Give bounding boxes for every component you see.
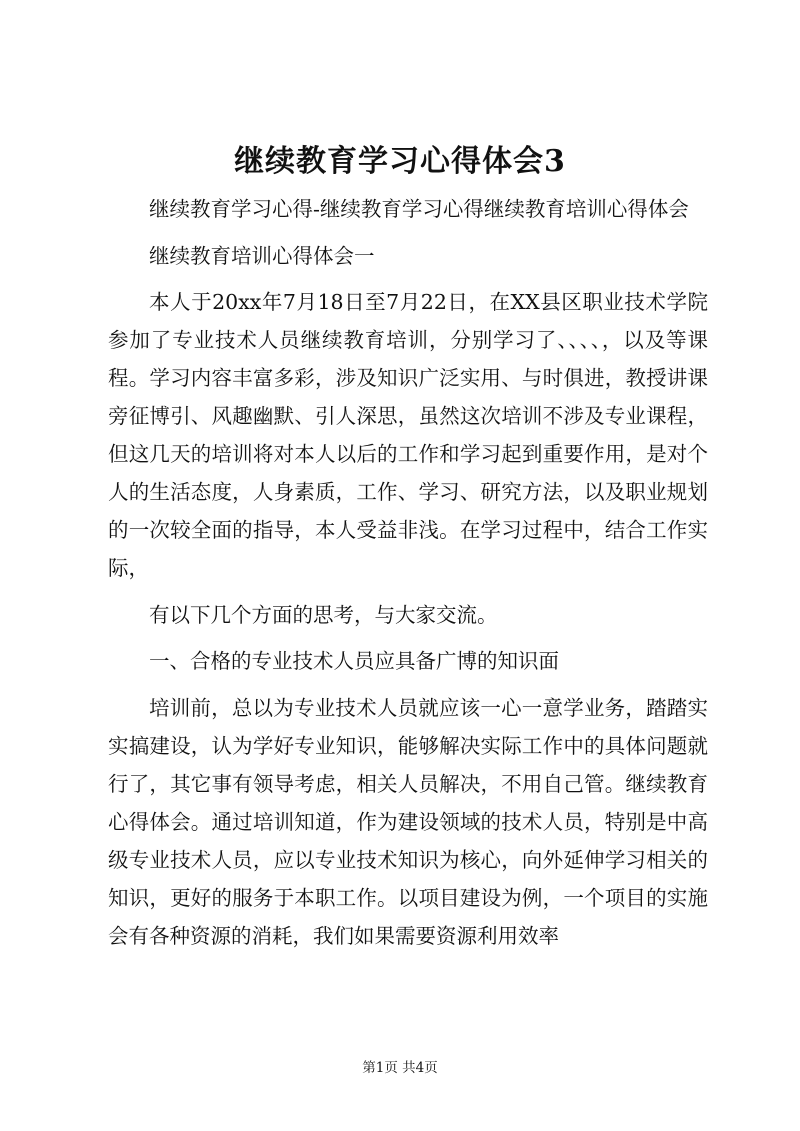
paragraph-1: 继续教育学习心得-继续教育学习心得继续教育培训心得体会 — [149, 197, 689, 221]
paragraph-4: 有以下几个方面的思考，与大家交流。 — [149, 602, 498, 627]
paragraph-5: 一、合格的专业技术人员应具备广博的知识面 — [149, 649, 559, 673]
document-title: 继续教育学习心得体会3 — [234, 144, 566, 179]
paragraph-2: 继续教育培训心得体会一 — [149, 243, 375, 268]
paragraph-3: 本人于20xx年7月18日至7月22日，在XX县区职业技术学院参加了专业技术人员继续教育培训，分别学习了、、、、，以及等课程。学习内容丰富多彩，涉及知识广泛实用、与时俱进，教授讲课旁征博引、风趣幽默、引人深思，虽然这次培训不涉及专业课程，但这几天的培训将对本人以后的工作和学习起到重要作用，是对个人的生活态度，人身素质，工作、学习、研究方法，以及职业规划的一次较全面的指导，本人受益非浅。在学习过程中，结合工作实际， — [108, 290, 708, 580]
document-body — [108, 190, 708, 963]
page-footer: 第1页 共4页 — [362, 1060, 438, 1076]
paragraph-6: 培训前，总以为专业技术人员就应该一心一意学业务，踏踏实实搞建设，认为学好专业知识，能够解决实际工作中的具体问题就行了，其它事有领导考虑，相关人员解决，不用自己管。继续教育心得体会。通过培训知道，作为建设领域的技术人员，特别是中高级专业技术人员，应以专业技术知识为核心，向外延伸学习相关的知识，更好的服务于本职工作。以项目建设为例，一个项目的实施会有各种资源的消耗，我们如果需要资源利用效率 — [108, 695, 708, 948]
